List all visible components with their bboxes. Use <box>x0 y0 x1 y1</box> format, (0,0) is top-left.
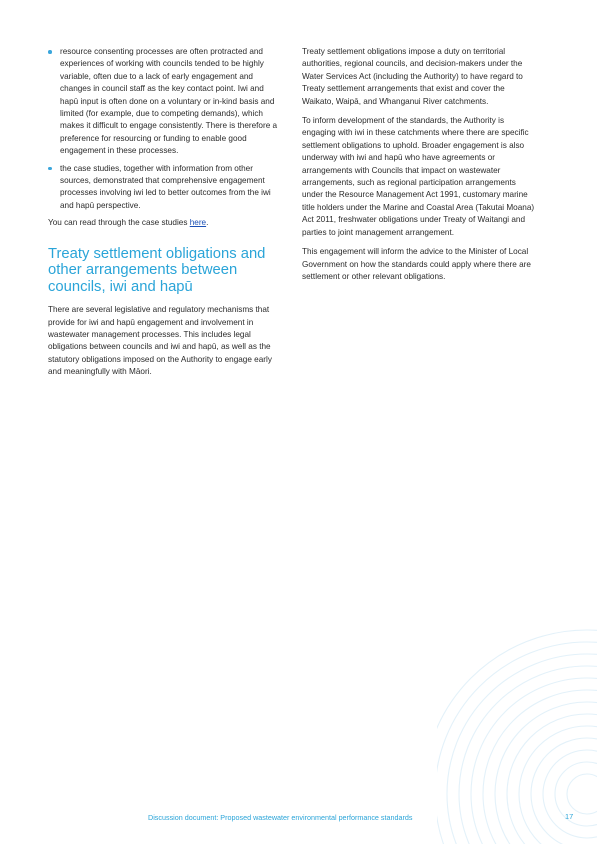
list-item <box>48 163 284 213</box>
left-column <box>48 46 284 386</box>
body-paragraph: Treaty settlement obligations impose a duty on territorial authorities, regional councils, and decision-makers under the Water Services Act (including the Authority) to have regard to Treaty settlement arrangements that exist and cover the Waikato, Waipā, and Whanganui River catchments. <box>302 47 523 106</box>
decorative-swirl-pattern <box>437 544 597 844</box>
footer-title: Discussion document: Proposed wastewater environmental performance standards <box>148 813 413 822</box>
body-paragraph: There are several legislative and regulatory mechanisms that provide for iwi and hapū engagement and involvement in wastewater management processes. This includes legal obligations between councils and iwi and hapū, as well as the statutory obligations imposed on the Authority to engage early and meaningfully with Māori. <box>48 305 272 377</box>
list-item <box>48 46 284 158</box>
section-heading: Treaty settlement obligations and other arrangements between councils, iwi and hapū <box>48 245 266 295</box>
case-studies-period: . <box>206 218 209 228</box>
bullet-list <box>48 46 284 212</box>
body-paragraph: To inform development of the standards, the Authority is engaging with iwi in these catchments where there are specific settlement obligations to uphold. Broader engagement is also underway with iwi and hapū who have agreements or arrangements with Councils that impact on wastewater arrangements, such as regional participation arrangements under the Resource Management Act 1991, customary marine title holders under the Marine and Coastal Area (Takutai Moana) Act 2011, freshwater obligations under Treaty of Waitangi and parties to joint management arrangement. <box>302 116 535 237</box>
page-number: 17 <box>565 812 574 821</box>
case-studies-paragraph <box>48 217 284 229</box>
case-studies-link[interactable]: here <box>189 218 207 228</box>
bullet-dot-icon <box>48 50 52 54</box>
bullet-text: the case studies, together with information from other sources, demonstrated that comprehensive engagement processes involving iwi led to better outcomes from the iwi and hapū perspective. <box>60 163 271 210</box>
case-studies-text: You can read through the case studies <box>48 218 190 228</box>
body-paragraph: This engagement will inform the advice to the Minister of Local Government on how the standards could apply where there are settlement or other relevant obligations. <box>302 247 531 281</box>
bullet-text: resource consenting processes are often protracted and experiences of working with councils tended to be highly variable, often due to a lack of early engagement and changes in council staff as the key contact point. Iwi and hapū input is often done on a voluntary or in-kind basis and limited (for example, due to competing demands), which makes it difficult to engage consistently. There is therefore a preference for resourcing or funding to enable good engagement in these processes. <box>60 47 278 156</box>
right-column <box>302 46 538 290</box>
bullet-dot-icon <box>48 167 52 171</box>
